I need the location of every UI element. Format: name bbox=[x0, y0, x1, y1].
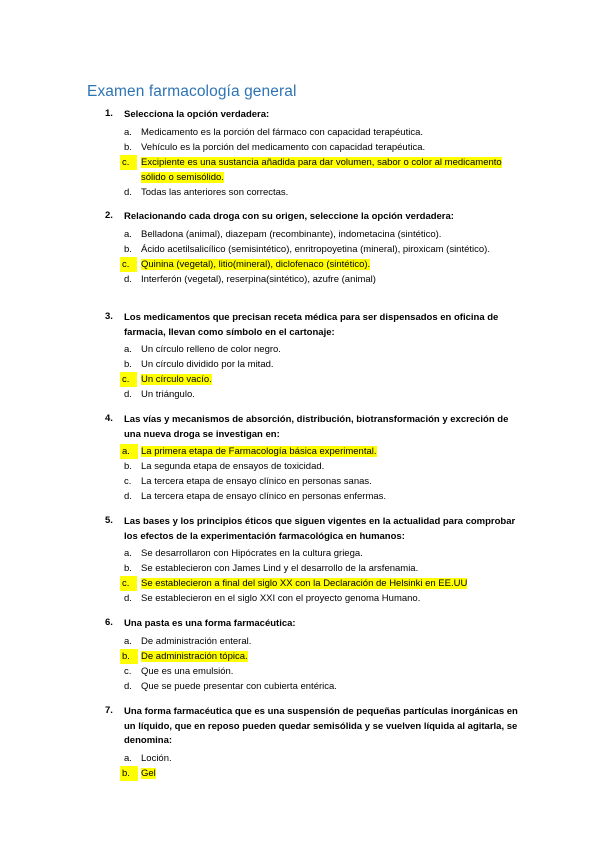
option-text: Se establecieron con James Lind y el desarrollo de la arsfenamia. bbox=[141, 563, 419, 574]
option-text: Todas las anteriores son correctas. bbox=[141, 186, 289, 198]
question-6 bbox=[105, 617, 525, 694]
option-letter: b. bbox=[124, 563, 132, 574]
option-letter: b. bbox=[120, 766, 138, 781]
option bbox=[124, 664, 525, 679]
question-text: Una forma farmacéutica que es una suspensión de pequeñas partículas inorgánicas en un líquido, que en reposo pueden quedar semisólida y se vuelven líquida al agitarla, se denomina: bbox=[124, 706, 518, 746]
question-2 bbox=[105, 210, 525, 287]
option-letter: d. bbox=[124, 491, 132, 502]
question-number: 5. bbox=[105, 515, 113, 526]
option-list bbox=[105, 444, 525, 504]
option-text: Que se puede presentar con cubierta entérica. bbox=[141, 680, 337, 692]
option-text: Medicamento es la porción del fármaco con capacidad terapéutica. bbox=[141, 126, 423, 138]
question-3 bbox=[105, 311, 525, 402]
option-text: Un círculo relleno de color negro. bbox=[141, 344, 281, 355]
option-text: Se desarrollaron con Hipócrates en la cultura griega. bbox=[141, 548, 363, 559]
option-text: De administración enteral. bbox=[141, 635, 252, 647]
option-highlighted bbox=[124, 155, 525, 185]
question-1 bbox=[105, 108, 525, 200]
option-text: Loción. bbox=[141, 752, 172, 764]
option-letter: a. bbox=[124, 344, 132, 355]
option-list bbox=[105, 751, 525, 781]
option bbox=[124, 387, 525, 402]
question-7 bbox=[105, 705, 525, 781]
option-text: La primera etapa de Farmacología básica experimental. bbox=[141, 446, 377, 457]
option-text: Se establecieron a final del siglo XX con la Declaración de Helsinki en EE.UU bbox=[141, 578, 468, 589]
option-highlighted bbox=[124, 649, 525, 664]
option bbox=[124, 125, 525, 140]
option-text: La segunda etapa de ensayos de toxicidad. bbox=[141, 461, 325, 472]
option-letter: a. bbox=[120, 444, 138, 459]
option bbox=[124, 459, 525, 474]
option-letter: b. bbox=[124, 359, 132, 370]
option-text: Que es una emulsión. bbox=[141, 665, 234, 677]
option-text: Un triángulo. bbox=[141, 389, 195, 400]
option-text: Interferón (vegetal), reserpina(sintético), azufre (animal) bbox=[141, 273, 376, 285]
question-text: Selecciona la opción verdadera: bbox=[124, 109, 270, 120]
option bbox=[124, 561, 525, 576]
option-text: La tercera etapa de ensayo clínico en personas enfermas. bbox=[141, 491, 387, 502]
question-4 bbox=[105, 413, 525, 504]
option-text: Un círculo dividido por la mitad. bbox=[141, 359, 274, 370]
option-letter: c. bbox=[120, 155, 137, 170]
option-letter: b. bbox=[124, 141, 132, 153]
option-letter: d. bbox=[124, 593, 132, 604]
question-number: 1. bbox=[105, 108, 113, 119]
option-letter: b. bbox=[124, 461, 132, 472]
option bbox=[124, 474, 525, 489]
question-text: Las bases y los principios éticos que siguen vigentes en la actualidad para comprobar los efectos de la experimentación farmacológica en humanos: bbox=[124, 516, 516, 542]
option-letter: d. bbox=[124, 273, 132, 285]
option-letter: c. bbox=[120, 372, 137, 387]
option-letter: d. bbox=[124, 186, 132, 198]
option bbox=[124, 227, 525, 242]
option-list bbox=[105, 125, 525, 200]
option bbox=[124, 242, 525, 257]
option bbox=[124, 546, 525, 561]
option-letter: d. bbox=[124, 680, 132, 692]
option-list bbox=[105, 227, 525, 287]
option-text: Gel bbox=[141, 767, 156, 779]
option bbox=[124, 751, 525, 766]
option-letter: a. bbox=[124, 752, 132, 764]
option-highlighted bbox=[124, 372, 525, 387]
option-letter: c. bbox=[124, 665, 132, 677]
option-text: Belladona (animal), diazepam (recombinante), indometacina (sintético). bbox=[141, 228, 442, 240]
option-letter: c. bbox=[124, 476, 132, 487]
option bbox=[124, 591, 525, 606]
question-text: Las vías y mecanismos de absorción, distribución, biotransformación y excreción de una nueva droga se investigan en: bbox=[124, 414, 509, 440]
option bbox=[124, 185, 525, 200]
option-highlighted bbox=[124, 444, 525, 459]
option-text: La tercera etapa de ensayo clínico en personas sanas. bbox=[141, 476, 372, 487]
option bbox=[124, 679, 525, 694]
option-letter: b. bbox=[124, 243, 132, 255]
option-text: Excipiente es una sustancia añadida para dar volumen, sabor o color al medicamento sólido o semisólido. bbox=[141, 156, 502, 183]
question-number: 3. bbox=[105, 311, 113, 322]
option-text: De administración tópica. bbox=[141, 650, 248, 662]
option-letter: a. bbox=[124, 228, 132, 240]
option-text: Ácido acetilsalicílico (semisintético), enritropoyetina (mineral), piroxicam (sintético). bbox=[141, 243, 490, 255]
option-letter: c. bbox=[120, 576, 137, 591]
option-text: Quinina (vegetal), litio(mineral), diclofenaco (sintético). bbox=[141, 258, 371, 270]
option-text: Se establecieron en el siglo XXI con el proyecto genoma Humano. bbox=[141, 593, 421, 604]
option-text: Un círculo vacío. bbox=[141, 374, 212, 385]
option-list bbox=[105, 634, 525, 694]
question-number: 7. bbox=[105, 705, 113, 716]
option-highlighted bbox=[124, 766, 525, 781]
question-number: 4. bbox=[105, 413, 113, 424]
option bbox=[124, 342, 525, 357]
option-letter: d. bbox=[124, 389, 132, 400]
option-letter: a. bbox=[124, 635, 132, 647]
option bbox=[124, 272, 525, 287]
option-letter: a. bbox=[124, 548, 132, 559]
option-list bbox=[105, 546, 525, 606]
question-number: 6. bbox=[105, 617, 113, 628]
option-highlighted bbox=[124, 257, 525, 272]
option bbox=[124, 357, 525, 372]
option-letter: c. bbox=[120, 257, 137, 272]
option-letter: a. bbox=[124, 126, 132, 138]
option bbox=[124, 634, 525, 649]
option-text: Vehículo es la porción del medicamento con capacidad terapéutica. bbox=[141, 141, 426, 153]
option-highlighted bbox=[124, 576, 525, 591]
question-text: Los medicamentos que precisan receta médica para ser dispensados en oficina de farmacia, llevan como símbolo en el cartonaje: bbox=[124, 312, 499, 338]
question-text: Una pasta es una forma farmacéutica: bbox=[124, 618, 296, 629]
question-5 bbox=[105, 515, 525, 606]
document-title: Examen farmacología general bbox=[87, 83, 297, 100]
option-letter: b. bbox=[120, 649, 138, 664]
option-list bbox=[105, 342, 525, 402]
option bbox=[124, 489, 525, 504]
question-text: Relacionando cada droga con su origen, seleccione la opción verdadera: bbox=[124, 211, 454, 222]
question-number: 2. bbox=[105, 210, 113, 221]
option bbox=[124, 140, 525, 155]
